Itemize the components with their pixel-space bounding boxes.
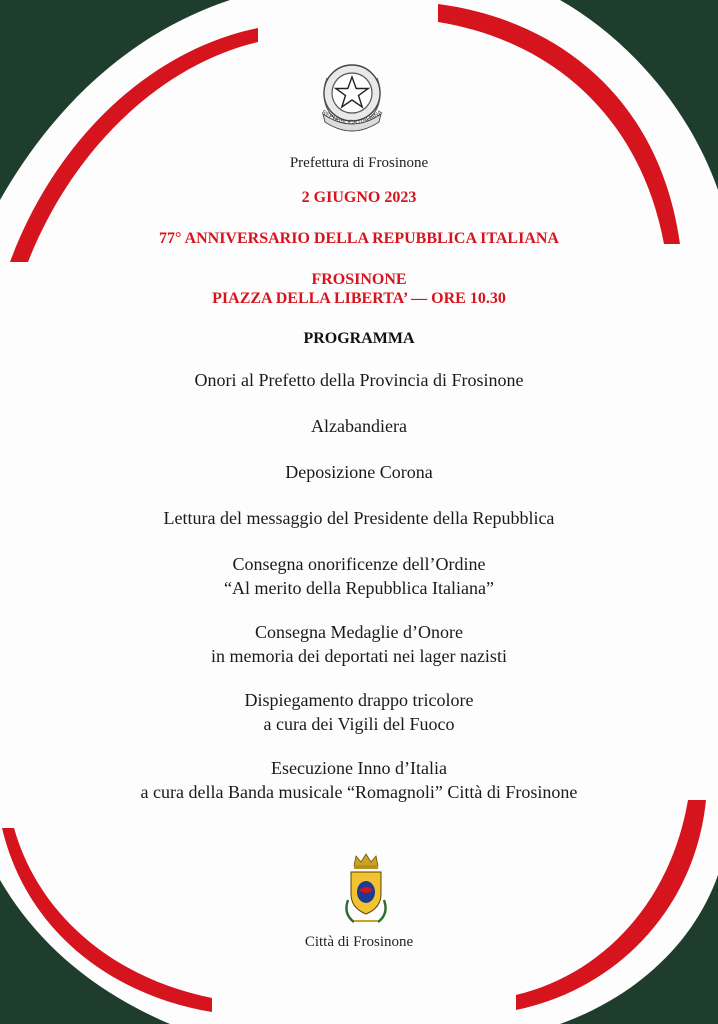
programme-heading: PROGRAMMA	[303, 330, 415, 347]
event-date: 2 GIUGNO 2023	[301, 189, 417, 206]
emblem-ribbon-text: REPUBBLICA ITALIANA	[320, 109, 384, 127]
program-item	[0, 552, 718, 600]
location-city: FROSINONE	[311, 271, 407, 288]
program-item	[0, 756, 718, 804]
program-item	[0, 414, 718, 438]
program-item-line: Dispiegamento drappo tricolore	[244, 690, 474, 710]
program-item-subline: in memoria dei deportati nei lager nazisti	[211, 646, 507, 666]
location-venue: PIAZZA DELLA LIBERTA’ — ORE 10.30	[212, 290, 506, 307]
frosinone-city-crest-icon	[338, 852, 394, 926]
program-item-subline: a cura della Banda musicale “Romagnoli” Città di Frosinone	[140, 782, 578, 802]
program-item-line: Alzabandiera	[311, 416, 407, 436]
anniversary-title: 77° ANNIVERSARIO DELLA REPUBBLICA ITALIANA	[159, 230, 559, 247]
program-item-line: Esecuzione Inno d’Italia	[271, 758, 447, 778]
program-item	[0, 506, 718, 530]
emblem-of-italy-icon	[313, 58, 391, 136]
program-item-line: Lettura del messaggio del Presidente della Repubblica	[163, 508, 555, 528]
program-item-line: Consegna onorificenze dell’Ordine	[232, 554, 486, 574]
prefecture-label: Prefettura di Frosinone	[289, 155, 429, 171]
program-item	[0, 460, 718, 484]
program-item-line: Onori al Prefetto della Provincia di Frosinone	[194, 370, 524, 390]
program-item	[0, 688, 718, 736]
program-item-subline: a cura dei Vigili del Fuoco	[263, 714, 455, 734]
program-item	[0, 368, 718, 392]
program-item-line: Consegna Medaglie d’Onore	[255, 622, 463, 642]
program-item-line: Deposizione Corona	[285, 462, 433, 482]
program-item-subline: “Al merito della Repubblica Italiana”	[224, 578, 494, 598]
city-label: Città di Frosinone	[304, 934, 414, 950]
program-item	[0, 620, 718, 668]
